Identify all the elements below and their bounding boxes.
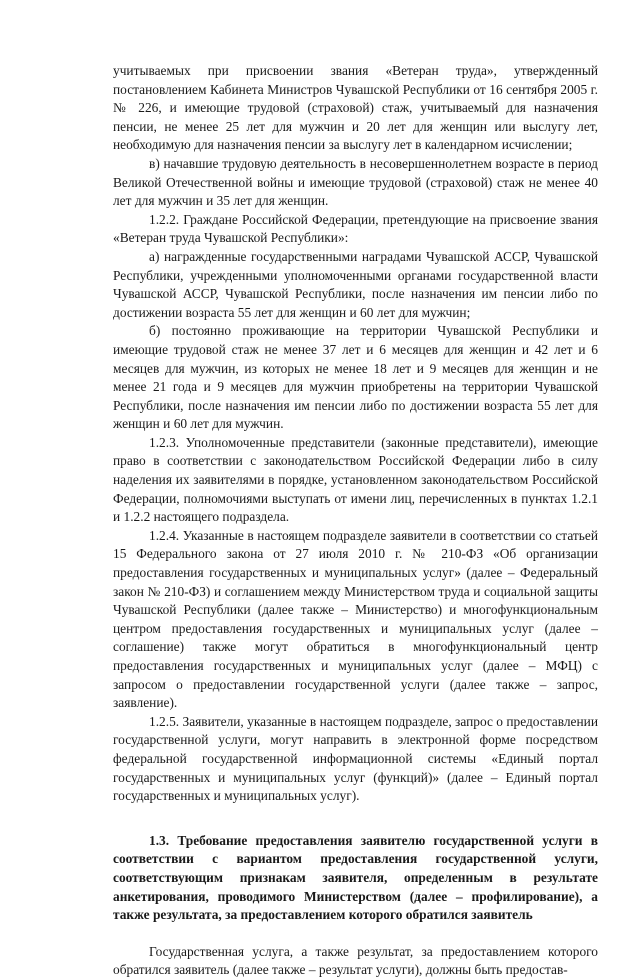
paragraph-item-b: б) постоянно проживающие на территории Чувашской Республики и имеющие трудовой стаж не менее 37 лет и 6 месяцев для женщин и 42 лет и 6 месяцев для мужчин, из которых не менее 18 лет и 9 месяцев для женщин и не менее 21 года и 9 месяцев для мужчин приобретены на территории Чувашской Республики, после назначения им пенсии либо по достижении возраста 55 лет для женщин и 60 лет для мужчин. [113, 323, 598, 432]
paragraph-closing: Государственная услуга, а также результат, за предоставлением которого обратился заявитель (далее также – результат услуги), должны быть предостав- [113, 943, 598, 978]
paragraph-1-2-4: 1.2.4. Указанные в настоящем подразделе заявители в соответствии со статьей 15 Федерального закона от 27 июля 2010 г. № 210-ФЗ «Об организации предоставления государственных и муниципальных услуг» (далее – Федеральный закон № 210-ФЗ) и соглашением между Министерством труда и социальной защиты Чувашской Республики (далее также – Министерство) и многофункциональным центром предоставления государственных и муниципальных услуг (далее – соглашение) также могут обратиться в многофункциональный центр предоставления государственных и муниципальных услуг (далее – МФЦ) с запросом о предоставлении государственной услуги (далее также – запрос, заявление). [113, 527, 598, 711]
paragraph-1-2-5: 1.2.5. Заявители, указанные в настоящем подразделе, запрос о предоставлении государственной услуги, могут направить в электронной форме посредством федеральной государственной информационной системы «Единый портал государственных и муниципальных услуг (функций)» (далее – Единый портал государственных и муниципальных услуг). [113, 713, 598, 804]
document-page [113, 62, 598, 980]
paragraph-1-2-2: 1.2.2. Граждане Российской Федерации, претендующие на присвоение звания «Ветеран труда Чувашской Республики»: [113, 211, 598, 246]
paragraph-1-2-3: 1.2.3. Уполномоченные представители (законные представители), имеющие право в соответствии с законодательством Российской Федерации либо в силу наделения их заявителями в порядке, установленном законодательством Российской Федерации, полномочиями выступать от имени лиц, перечисленных в пунктах 1.2.1 и 1.2.2 настоящего подраздела. [113, 434, 598, 525]
paragraph-item-a: а) награжденные государственными наградами Чувашской АССР, Чувашской Республики, учрежденными уполномоченными органами государственной власти Чувашской АССР, Чувашской Республики, после назначения им пенсии либо по достижении возраста 55 лет для женщин и 60 лет для мужчин; [113, 248, 598, 320]
paragraph-continuation: учитываемых при присвоении звания «Ветеран труда», утвержденный постановлением Кабинета Министров Чувашской Республики от 16 сентября 2005 г. № 226, и имеющие трудовой (страховой) стаж, учитываемый для назначения пенсии, не менее 25 лет для мужчин и 20 лет для женщин или выслугу лет, необходимую для назначения пенсии за выслугу лет в календарном исчислении; [113, 63, 598, 153]
section-heading-1-3: 1.3. Требование предоставления заявителю государственной услуги в соответствии с вариантом предоставления государственной услуги, соответствующим признакам заявителя, определенным в результате анкетирования, проводимого Министерством (далее – профилирование), а также результата, за предоставлением которого обратился заявитель [113, 832, 598, 923]
paragraph-item-v: в) начавшие трудовую деятельность в несовершеннолетнем возрасте в период Великой Отечественной войны и имеющие трудовой (страховой) стаж не менее 40 лет для мужчин и 35 лет для женщин. [113, 155, 598, 209]
